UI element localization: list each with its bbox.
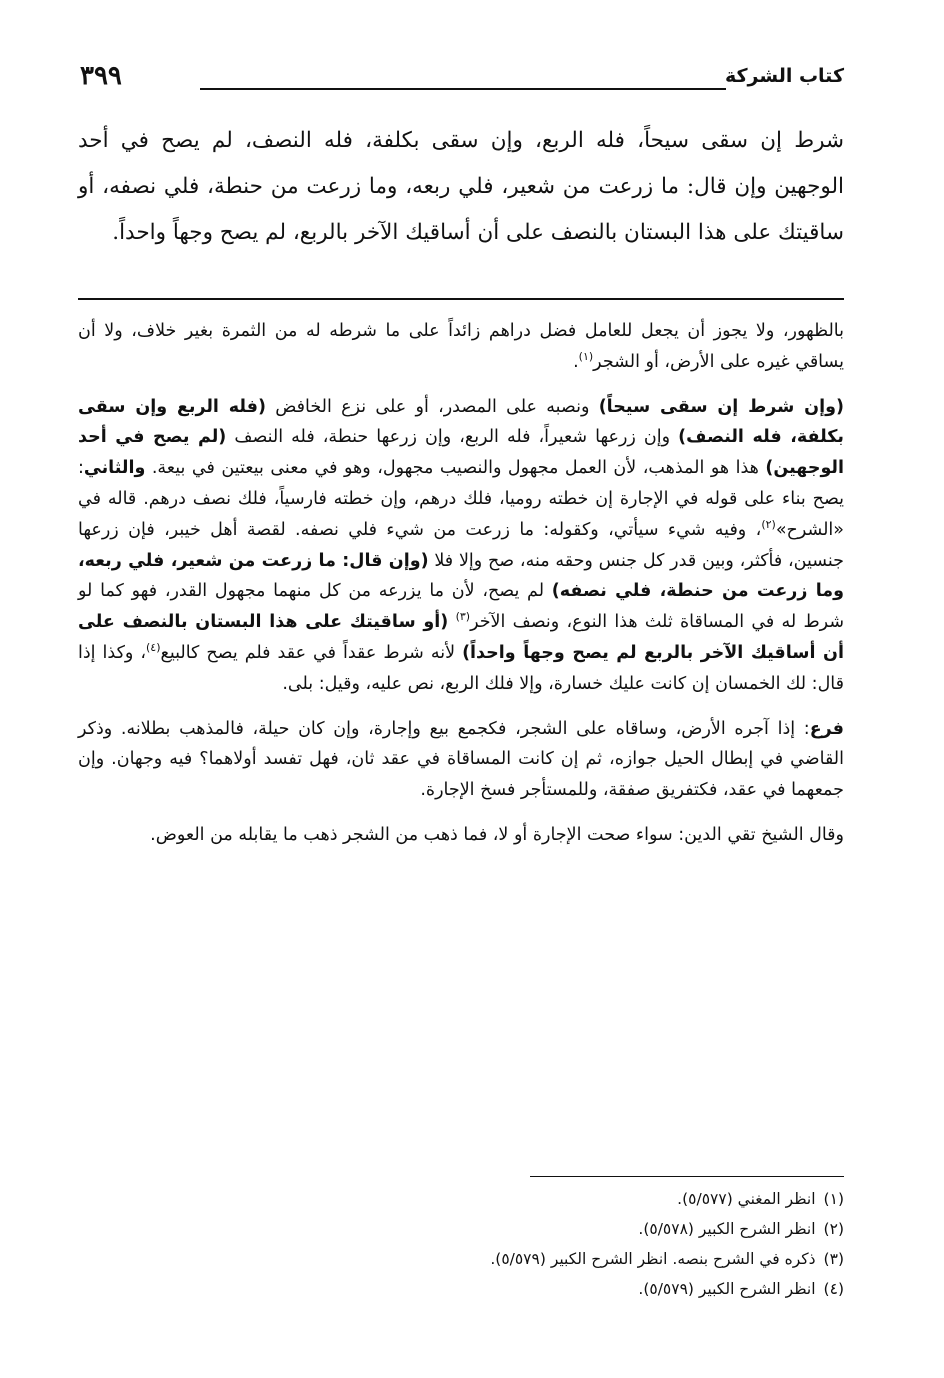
sharh-p1-text: بالظهور، ولا يجوز أن يجعل للعامل فضل دراهم زائداً على ما شرطه له من الثمرة بغير خلاف، ولا أن يساقي غيره على الأرض، أو الشجر: [78, 321, 844, 372]
sharh-commentary: [78, 316, 844, 865]
sharh-p1-end: .: [573, 351, 579, 372]
bold-term: والثاني: [83, 458, 146, 479]
running-title: كتاب الشركة: [724, 65, 844, 87]
page-header: [80, 56, 844, 96]
sharh-text: وإن زرعها شعيراً، فله الربع، وإن زرعها حنطة، فله النصف: [226, 427, 679, 448]
sharh-paragraph-3: [78, 714, 844, 806]
sharh-text: ونصبه على المصدر، أو على نزع الخافض: [265, 396, 599, 417]
quoted-matn: (لم يصح في أحد الوجهين): [78, 427, 844, 479]
matn-separator-rule: [78, 298, 844, 300]
footnote-text: انظر المغني (٥/٥٧٧).: [677, 1190, 816, 1208]
footnote-item: [78, 1184, 844, 1214]
footnote-number: (١): [823, 1190, 844, 1208]
header-rule: [200, 88, 726, 90]
sharh-paragraph-4: وقال الشيخ تقي الدين: سواء صحت الإجارة أو لا، فما ذهب من الشجر ذهب ما يقابله من العوض.: [150, 824, 844, 845]
quoted-matn: (وإن شرط إن سقى سيحاً): [598, 396, 844, 417]
page-number: ٣٩٩: [80, 61, 122, 91]
footnote-item: [78, 1274, 844, 1304]
quoted-matn: (وإن قال: ما زرعت من شعير، فلي ربعه، وما زرعت من حنطة، فلي نصفه): [78, 550, 844, 602]
sharh-text: لأنه شرط عقداً في عقد فلم يصح كالبيع: [160, 642, 463, 663]
footnote-text: ذكره في الشرح بنصه. انظر الشرح الكبير (٥/٥٧٩).: [490, 1250, 816, 1268]
sharh-text: ، وكذا إذا قال: لك الخمسان إن كانت عليك خسارة، وإلا فلك الربع، نص عليه، وقيل: بلى.: [78, 642, 844, 694]
sharh-text: : يصح بناء على قوله في الإجارة إن خطته روميا، فلك درهم، وإن خطته فارسياً، فلك نصف درهم. قاله في «الشرح»: [78, 458, 844, 540]
footnote-item: [78, 1214, 844, 1244]
footnotes: [78, 1184, 844, 1304]
footnote-ref-1[interactable]: (١): [578, 349, 594, 363]
footnote-number: (٢): [823, 1220, 844, 1238]
footnote-text: انظر الشرح الكبير (٥/٥٧٩).: [638, 1280, 816, 1298]
sharh-text: [448, 612, 455, 632]
sharh-paragraph-1: [78, 316, 844, 378]
footnote-ref-4[interactable]: (٤): [146, 641, 161, 655]
quoted-matn: (أو ساقيتك على هذا البستان بالنصف على أن أساقيك الآخر بالربع لم يصح وجهاً واحداً): [78, 612, 844, 663]
footnote-item: [78, 1244, 844, 1274]
footnote-ref-3[interactable]: (٣): [455, 610, 471, 624]
footnote-number: (٣): [823, 1250, 844, 1268]
matn-paragraph: شرط إن سقى سيحاً، فله الربع، وإن سقى بكلفة، فله النصف، لم يصح في أحد الوجهين وإن قال: ما زرعت من شعير، فلي ربعه، وما زرعت من حنطة، فلي نصفه، أو ساقيتك على هذا البستان بالنصف على أن أساقيك الآخر بالربع، لم يصح وجهاً واحداً.: [78, 128, 844, 245]
sharh-text: لم يصح، لأن ما يزرعه من كل منهما مجهول القدر، فهو كما لو شرط له في المساقاة ثلث هذا النوع، ونصف الآخر: [78, 581, 844, 633]
footnote-number: (٤): [823, 1280, 844, 1298]
quoted-matn: (فله الربع وإن سقى بكلفة، فله النصف): [78, 396, 845, 448]
sharh-text: : إذا آجره الأرض، وساقاه على الشجر، فكجمع بيع وإجارة، وإن كان حيلة، فالمذهب بطلانه. وذكر القاضي في إبطال الحيل جوازه، ثم إن كانت المساقاة في عقد ثان، فهل تفسد أولاهما؟ فيه وجهان. وإن جمعهما في عقد، فكتفريق صفقة، وللمستأجر فسخ الإجارة.: [78, 718, 844, 801]
sharh-text: ، وفيه شيء سيأتي، وكقوله: ما زرعت من شيء فلي نصفه. لقصة أهل خيبر، فإن زرعها جنسين، فأكثر، وبين قدر كل جنس وحقه منه، صح وإلا فلا: [78, 519, 844, 571]
bold-term: فرع: [809, 718, 844, 739]
footnote-text: انظر الشرح الكبير (٥/٥٧٨).: [638, 1220, 816, 1238]
sharh-paragraph-2: [78, 392, 844, 700]
footnote-rule: [530, 1176, 844, 1177]
matn-text: [78, 118, 844, 256]
footnote-ref-2[interactable]: (٢): [761, 517, 776, 531]
sharh-text: هذا هو المذهب، لأن العمل مجهول والنصيب مجهول، وهو في معنى بيعتين في بيعة.: [145, 458, 766, 479]
